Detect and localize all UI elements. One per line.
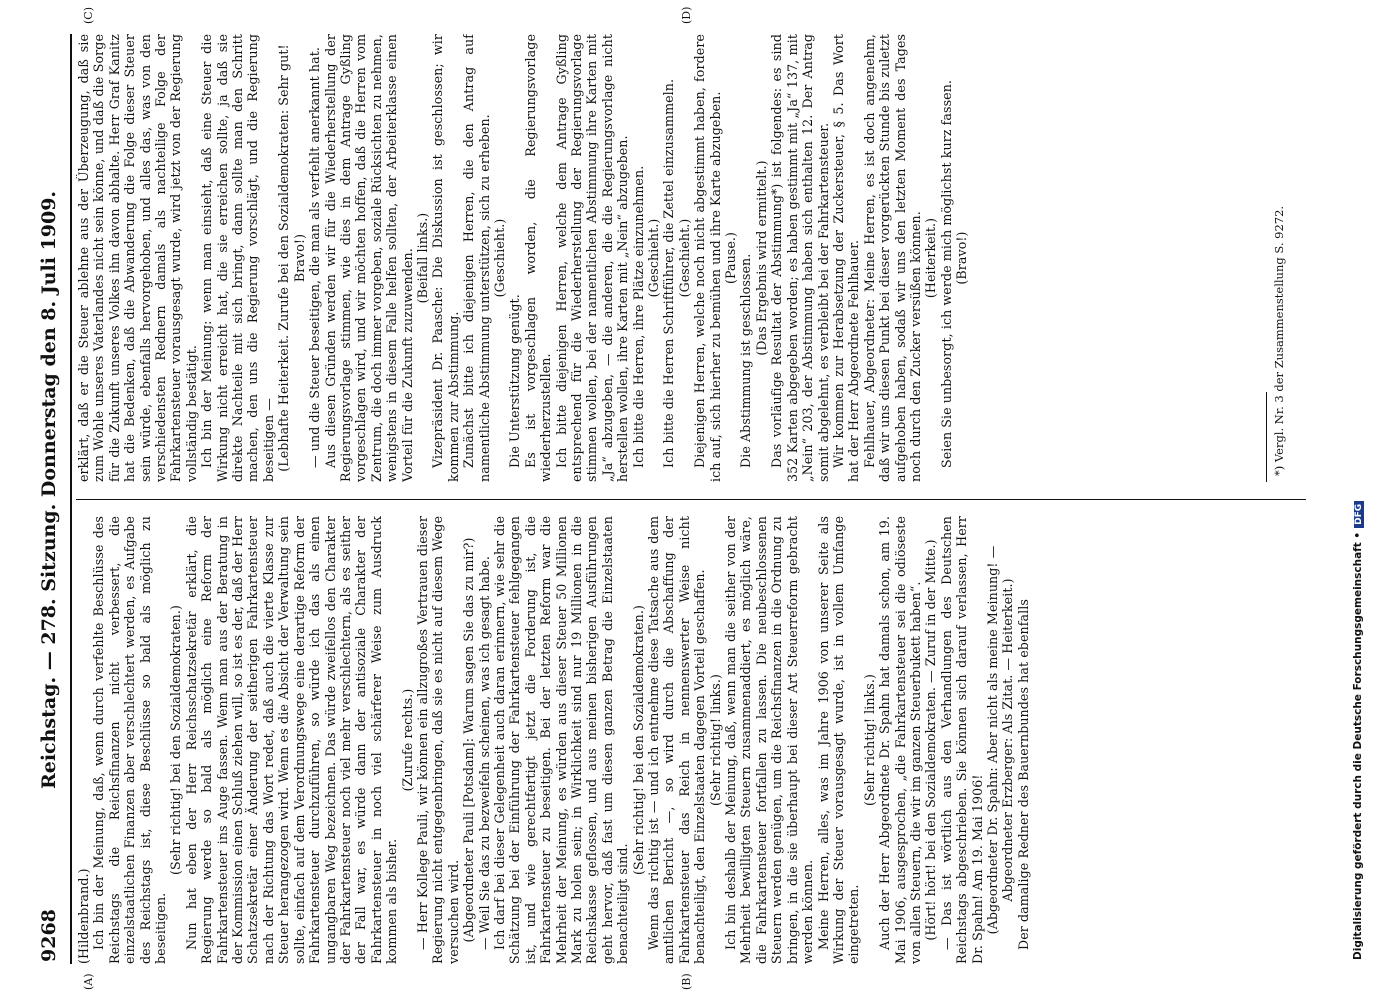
running-header: Reichstag. — 278. Sitzung. Donnerstag den 8. Juli 1909. — [38, 190, 60, 790]
paragraph: — Weil Sie das zu bezweifeln scheinen, was ich gesagt habe. — [476, 556, 492, 950]
paragraph: Es ist vorgeschlagen worden, die Regierungsvorlage wiederherzustellen. — [522, 34, 554, 482]
dfg-logo: DFG — [1354, 501, 1364, 528]
paragraph: Fehlhauer, Abgeordneter: Meine Herren, es ist doch angenehm, daß wir uns diesen Punkt bei dieser vorgerückten Stunde bis zuletzt aufgehoben haben, sodaß wir uns den letzten Moment des Tages noch durch den Zucker versüßen können. — [861, 34, 923, 482]
interjection: (Lebhafte Heiterkeit. Zurufe bei den Sozialdemokraten: Sehr gut! Bravo!) — [276, 44, 307, 472]
left-column — [76, 516, 1276, 964]
interjection: (Geschieht.) — [491, 218, 507, 298]
interjection: (Sehr richtig! bei den Sozialdemokraten.) — [630, 605, 646, 875]
margin-mark-a: (A) — [82, 973, 95, 990]
paragraph: Das vorläufige Resultat der Abstimmung*) ist folgendes: es sind 352 Karten abgegeben worden; es haben gestimmt mit „Ja“ 137, mit „Nein“ 203, der Abstimmung haben sich enthalten 12. Der Antrag somit abgelehnt, es verbleibt bei der Fahrkartensteuer. — [769, 34, 831, 482]
paragraph: Wenn das richtig ist — und ich entnehme diese Tatsache aus dem amtlichen Bericht —, so wird durch die Abschaffung der Fahrkartensteuer das Reich in nennenswerter Weise nicht benachteiligt, den Einzelstaaten dagegen Vorteil geschaffen. — [646, 516, 708, 964]
paragraph: Ich bin der Meinung, daß, wenn durch verfehlte Beschlüsse des Reichstags die Reichsfinanzen nicht verbessert, die einzelstaatlichen Finanzen aber verschlechtert werden, es Aufgabe des Reichstags ist, diese Beschlüsse so bald als möglich zu beseitigen. — [91, 516, 169, 964]
column-rule — [76, 499, 1306, 500]
footnote-rule — [1266, 392, 1267, 482]
paragraph: Ich bin deshalb der Meinung, daß, wenn man die seither von der Mehrheit bewilligten Steuern zusammenaddiert, es möglich wäre, die Fahrkartensteuer fortfallen zu lassen. Die neubeschlossenen Steuern werden genügen, um die Reichsfinanzen in die Ordnung zu bringen, in die sie überhaupt bei dieser Art Steuerreform gebracht werden können. — [723, 516, 816, 964]
paragraph: Seien Sie unbesorgt, ich werde mich möglichst kurz fassen. — [938, 79, 954, 468]
paragraph: Zunächst bitte ich diejenigen Herren, die den Antrag auf namentliche Abstimmung unterstützen, sich zu erheben. — [461, 34, 492, 482]
page-number: 9268 — [38, 909, 60, 962]
interjection: (Zurufe rechts.) — [399, 688, 415, 792]
right-column — [76, 34, 1276, 482]
digitization-credit — [1352, 40, 1364, 960]
interjection: (Pause.) — [723, 231, 739, 285]
header-rule — [70, 34, 72, 964]
paragraph: Diejenigen Herren, welche noch nicht abgestimmt haben, fordere ich auf, sich hierher zu bemühen und ihre Karte abzugeben. — [692, 34, 723, 482]
paragraph: Die Abstimmung ist geschlossen. — [738, 253, 754, 468]
paragraph: Ich bin der Meinung: wenn man einsieht, daß eine Steuer die Wirkung nicht erreicht hat, die sie erreichen sollte, ja daß sie direkte Nachteile mit sich bringt, dann sollte man den Schritt machen, den uns die Regierung vorschlägt, und die Regierung beseitigen — — [199, 34, 276, 482]
interjection: (Abgeordneter Dr. Spahn: Aber nicht als meine Meinung! — Abgeordneter Erzberger: Als Zitat. — Heiterkeit.) — [984, 545, 1016, 935]
paragraph: Der damalige Redner des Bauernbundes hat ebenfalls — [1015, 599, 1031, 950]
paragraph: Ich bitte die Herren, ihre Plätze einzunehmen. — [630, 165, 646, 468]
margin-mark-b: (B) — [680, 973, 693, 990]
footnote: *) Vergl. Nr. 3 der Zusammenstellung S. 9272. — [1272, 205, 1286, 476]
interjection: (Geschieht.) — [676, 218, 692, 298]
paragraph: Aus diesen Gründen werden wir für die Wiederherstellung der Regierungsvorlage stimmen, wie dies in dem Antrage Gyßling vorgeschlagen wird, und wir möchten hoffen, daß die Herren vom Zentrum, die doch immer vorgeben, soziale Rücksichten zu nehmen, wenigstens in diesem Falle helfen sollten, der Arbeiterklasse einen Vorteil für die Zukunft zuzuwenden. — [322, 34, 415, 482]
interjection: (Heiterkeit.) — [923, 217, 939, 299]
paragraph: Nun hat eben der Herr Reichsschatzsekretär erklärt, die Regierung werde so bald als möglich eine Reform der Fahrkartensteuer ins Auge fassen. Wenn man aus der Beratung in der Kommission einen Schluß ziehen will, so ist es der, daß der Herr Schatzsekretär einer Änderung der seitherigen Fahrkartensteuer nach der Richtung das Wort redet, daß auch die vierte Klasse zur Steuer herangezogen wird. Wenn es die Absicht der Verwaltung sein sollte, einfach auf dem Verordnungswege eine derartige Reform der Fahrkartensteuer durchzuführen, so würde ich das als einen ungangbaren Weg bezeichnen. Das würde zweifellos den Charakter der Fahrkartensteuer noch viel mehr verschlechtern, als es seither der Fall war, es würde dann der antisoziale Charakter der Fahrkartensteuer in noch viel schärferer Weise zum Ausdruck kommen als bisher. — [183, 516, 400, 964]
interjection: (Beifall links.) — [414, 212, 430, 304]
interjection: (Sehr richtig! links.) — [861, 674, 877, 806]
paragraph: — Das ist wörtlich aus den Verhandlungen des Deutschen Reichstags abgeschrieben. Sie können sich darauf verlassen, Herr Dr. Spahn! Am 19. Mai 1906! — [938, 516, 985, 964]
paragraph: — und die Steuer beseitigen, die man als verfehlt anerkannt hat. — [307, 47, 323, 468]
interjection: (Hört! hört! bei den Sozialdemokraten. — Zuruf in der Mitte.) — [923, 539, 939, 941]
paragraph: Auch der Herr Abgeordnete Dr. Spahn hat damals schon, am 19. Mai 1906, ausgesprochen, „die Fahrkartensteuer sei die odiöseste von allen Steuern, die wir im ganzen Steuerbukett haben“. — [877, 516, 923, 964]
credit-text: Digitalisierung gefördert durch die Deutsche Forschungsgemeinschaft • — [1352, 531, 1364, 960]
paragraph: Ich bitte diejenigen Herren, welche dem Antrage Gyßling entsprechend für die Wiederherstellung der Regierungsvorlage stimmen wollen, bei der namentlichen Abstimmung ihre Karten mit „Ja“ abzugeben, — die anderen, die die Regierungsvorlage nicht herstellen wollen, ihre Karten mit „Nein“ abzugeben. — [553, 34, 631, 482]
paragraph: Wir kommen zur Herabsetzung der Zuckersteuer, § 5. Das Wort hat der Herr Abgeordnete Fehlhauer. — [830, 34, 862, 482]
margin-mark-d: (D) — [680, 6, 693, 24]
interjection: (Abgeordneter Pauli [Potsdam]: Warum sagen Sie das zu mir?) — [461, 537, 477, 943]
paragraph: erklärt, daß er die Steuer ablehne aus der Überzeugung, daß sie zum Wohle unseres Vaterlandes nicht sein könne, und daß die Sorge für die Zukunft unseres Volkes ihn davon abhalte. Herr Graf Kanitz hat die Bedenken, daß die Abwanderung die Folge dieser Steuer sein würde, ebenfalls hervorgehoben, und alles das, was von den verschiedensten Rednern damals als nachteilige Folge der Fahrkartensteuer vorausgesagt wurde, wird jetzt von der Regierung vollständig bestätigt. — [76, 34, 199, 482]
interjection: (Das Ergebnis wird ermittelt.) — [753, 160, 769, 356]
interjection: (Sehr richtig! bei den Sozialdemokraten.) — [168, 605, 184, 875]
paragraph: Ich darf bei dieser Gelegenheit auch daran erinnern, wie sehr die Schätzung bei der Einführung der Fahrkartensteuer fehlgegangen ist, und wie gerechtfertigt jetzt die Forderung ist, die Fahrkartensteuer zu beseitigen. Bei der letzten Reform war die Mehrheit der Meinung, es würden aus dieser Steuer 50 Millionen Mark zu holen sein; in Wirklichkeit sind nur 19 Millionen in die Reichskasse geflossen, und aus meinen bisherigen Ausführungen geht hervor, daß fast um diesen ganzen Betrag die Einzelstaaten benachteiligt sind. — [491, 516, 631, 964]
paragraph: — Herr Kollege Pauli, wir können ein allzugroßes Vertrauen dieser Regierung nicht entgegenbringen, daß sie es nicht auf diesem Wege versuchen wird. — [414, 516, 461, 964]
paragraph: Meine Herren, alles, was im Jahre 1906 von unserer Seite als Wirkung der Steuer vorausgesagt wurde, ist in vollem Umfange eingetreten. — [815, 516, 862, 964]
paragraph: Vizepräsident Dr. Paasche: Die Diskussion ist geschlossen; wir kommen zur Abstimmung. — [430, 34, 461, 482]
paragraph: Die Unterstützung genügt. — [507, 294, 523, 468]
interjection: (Sehr richtig! links.) — [707, 674, 723, 806]
margin-mark-c: (C) — [82, 7, 95, 24]
speaker-ref: (Hildenbrand.) — [76, 868, 91, 964]
paragraph: Ich bitte die Herren Schriftführer, die Zettel einzusammeln. — [661, 78, 677, 468]
interjection: (Bravo!) — [954, 231, 970, 285]
interjection: (Geschieht.) — [646, 218, 662, 298]
